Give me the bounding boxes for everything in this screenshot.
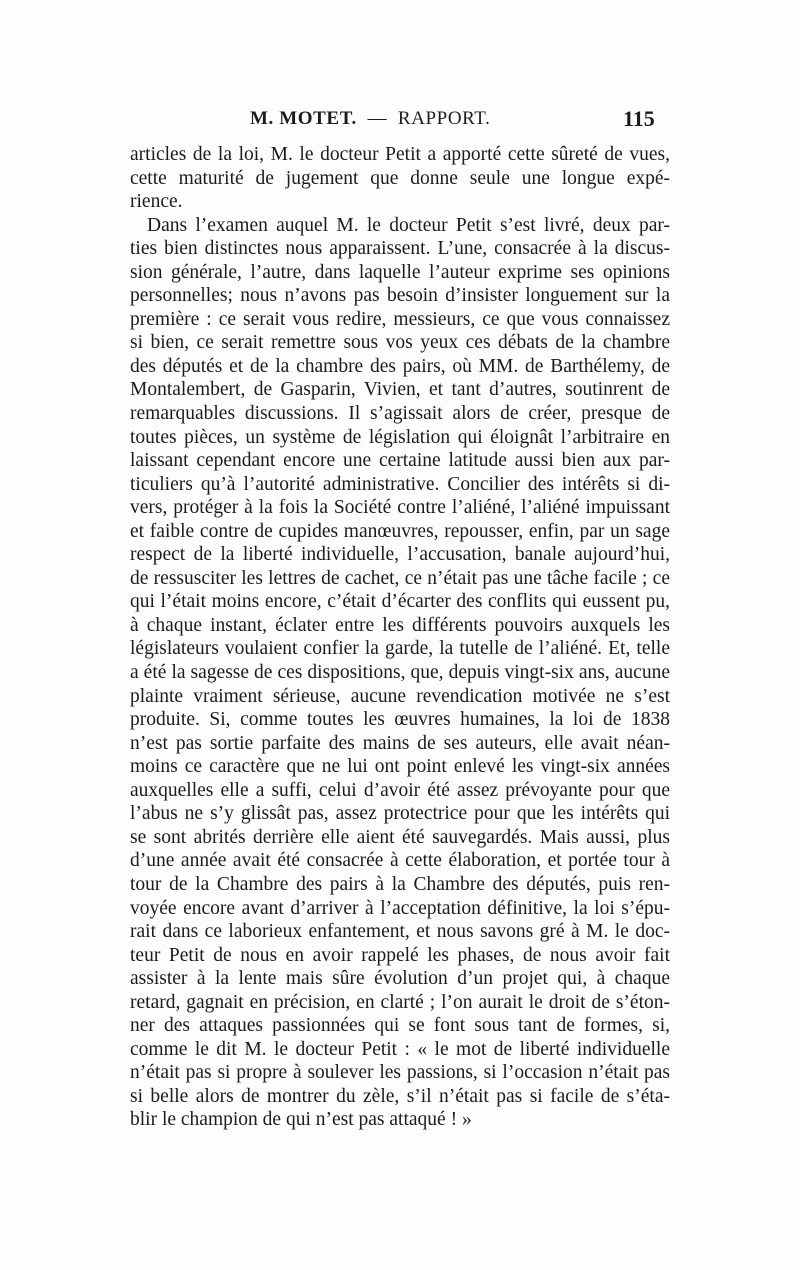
text-line: qui l’était moins encore, c’était d’écarter des conflits qui eussent pu, (130, 591, 670, 613)
text-line: personnelles; nous n’avons pas besoin d’insister longuement sur la (130, 285, 670, 307)
text-line: a été la sagesse de ces dispositions, que, depuis vingt-six ans, aucune (130, 662, 670, 684)
text-line: si belle alors de montrer du zèle, s’il n’était pas si facile de s’éta- (130, 1085, 670, 1107)
text-line: articles de la loi, M. le docteur Petit a apporté cette sûreté de vues, (130, 144, 670, 165)
paragraph (130, 214, 670, 1132)
text-line: assister à la lente mais sûre évolution d’un projet qui, à chaque (130, 968, 670, 990)
text-line: moins ce caractère que ne lui ont point enlevé les vingt-six années (130, 756, 670, 778)
text-line: auxquelles elle a suffi, celui d’avoir été assez prévoyante pour que (130, 779, 670, 801)
text-line: législateurs voulaient confier la garde, la tutelle de l’aliéné. Et, telle (130, 638, 670, 660)
text-line: Dans l’examen auquel M. le docteur Petit s’est livré, deux par- (147, 214, 670, 236)
running-head-separator: — (367, 108, 388, 129)
text-line: l’abus ne s’y glissât pas, assez protectrice pour que les intérêts qui (130, 803, 670, 825)
text-line: laissant cependant encore une certaine latitude aussi bien aux par- (130, 450, 670, 472)
text-line: des députés et de la chambre des pairs, où MM. de Barthélemy, de (130, 355, 670, 377)
page-number: 115 (623, 106, 655, 131)
text-line: teur Petit de nous en avoir rappelé les phases, de nous avoir fait (130, 944, 670, 966)
text-line: comme le dit M. le docteur Petit : « le mot de liberté individuelle (130, 1038, 670, 1060)
text-line: respect de la liberté individuelle, l’accusation, banale aujourd’hui, (130, 544, 670, 566)
text-line: d’une année avait été consacrée à cette élaboration, et portée tour à (130, 850, 670, 872)
text-line: Montalembert, de Gasparin, Vivien, et tant d’autres, soutinrent de (130, 379, 670, 401)
text-line: cette maturité de jugement que donne seule une longue expé- (130, 167, 670, 189)
text-line: de ressusciter les lettres de cachet, ce n’était pas une tâche facile ; ce (130, 567, 670, 589)
text-line: plainte vraiment sérieuse, aucune revendication motivée ne s’est (130, 685, 670, 707)
text-line: toutes pièces, un système de législation qui éloignât l’arbitraire en (130, 426, 670, 448)
text-line: à chaque instant, éclater entre les différents pouvoirs auxquels les (130, 614, 670, 636)
running-head-section: RAPPORT. (397, 108, 491, 129)
text-line: n’était pas si propre à soulever les passions, si l’occasion n’était pas (130, 1062, 670, 1084)
body-text (130, 143, 670, 1132)
text-line: retard, gagnait en précision, en clarté ; l’on aurait le droit de s’éton- (130, 991, 670, 1013)
text-line: et faible contre de cupides manœuvres, repousser, enfin, par un sage (130, 520, 670, 542)
running-head (0, 104, 800, 134)
text-line: ties bien distinctes nous apparaissent. L’une, consacrée à la discus- (130, 238, 670, 260)
text-line: rait dans ce laborieux enfantement, et nous savons gré à M. le doc- (130, 921, 670, 943)
text-line: n’est pas sortie parfaite des mains de ses auteurs, elle avait néan- (130, 732, 670, 754)
text-line: se sont abrités derrière elle aient été sauvegardés. Mais aussi, plus (130, 826, 670, 848)
text-line: vers, protéger à la fois la Société contre l’aliéné, l’aliéné impuissant (130, 497, 670, 519)
text-line: produite. Si, comme toutes les œuvres humaines, la loi de 1838 (130, 709, 670, 731)
text-line: première : ce serait vous redire, messieurs, ce que vous connaissez (130, 308, 670, 330)
text-line: rience. (130, 191, 183, 213)
text-line: blir le champion de qui n’est pas attaqué ! » (130, 1109, 472, 1131)
text-line: voyée encore avant d’arriver à l’acceptation définitive, la loi s’épu- (130, 897, 670, 919)
text-line: si bien, ce serait remettre sous vos yeux ces débats de la chambre (130, 332, 670, 354)
text-line: sion générale, l’autre, dans laquelle l’auteur exprime ses opinions (130, 261, 670, 283)
paragraph (130, 143, 670, 214)
text-line: tour de la Chambre des pairs à la Chambre des députés, puis ren- (130, 873, 670, 895)
text-line: remarquables discussions. Il s’agissait alors de créer, presque de (130, 403, 670, 425)
text-line: ner des attaques passionnées qui se font sous tant de formes, si, (130, 1015, 670, 1037)
running-head-title (250, 108, 490, 130)
text-line: ticuliers qu’à l’autorité administrative. Concilier des intérêts si di- (130, 473, 670, 495)
running-head-author: M. MOTET. (250, 108, 357, 129)
